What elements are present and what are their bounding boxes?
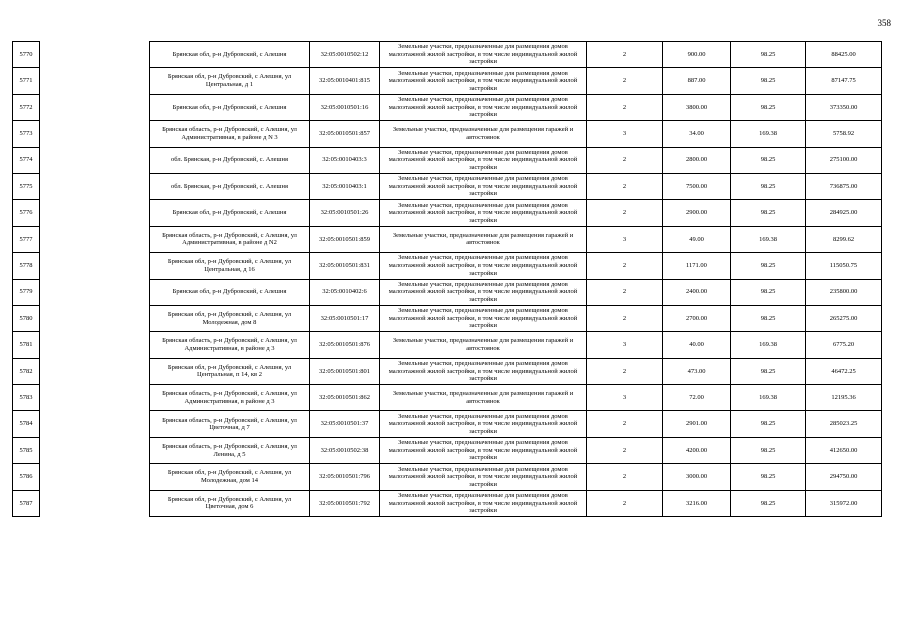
cadastral-value-cell: 88425.00: [806, 42, 882, 68]
land-use-cell: Земельные участки, предназначенные для размещения домов малоэтажной жилой застройки, в том числе индивидуальной жилой застройки: [380, 279, 587, 305]
cadastral-number-cell: 32:05:0010501:801: [310, 358, 380, 384]
cadastral-number-cell: 32:05:0010502:38: [310, 437, 380, 463]
table-row: [13, 437, 882, 463]
cadastral-number-cell: 32:05:0010403:1: [310, 173, 380, 199]
land-use-cell: Земельные участки, предназначенные для размещения домов малоэтажной жилой застройки, в том числе индивидуальной жилой застройки: [380, 490, 587, 516]
cadastral-number-cell: 32:05:0010401:815: [310, 68, 380, 94]
row-number: 5777: [13, 226, 40, 252]
cadastral-number-cell: 32:05:0010501:831: [310, 253, 380, 279]
area-cell: 2901.00: [663, 411, 731, 437]
table-row: [13, 200, 882, 226]
rate-cell: 98.25: [731, 173, 806, 199]
cadastral-value-cell: 46472.25: [806, 358, 882, 384]
gap-cell: [40, 68, 150, 94]
land-use-cell: Земельные участки, предназначенные для размещения гаражей и автостоянок: [380, 385, 587, 411]
address-cell: Брянская обл, р-н Дубровский, с Алешня, ул Цветочная, дом 6: [150, 490, 310, 516]
table-row: [13, 385, 882, 411]
address-cell: Брянская обл, р-н Дубровский, с Алешня: [150, 200, 310, 226]
rate-cell: 98.25: [731, 147, 806, 173]
area-cell: 887.00: [663, 68, 731, 94]
row-number: 5782: [13, 358, 40, 384]
rate-cell: 98.25: [731, 200, 806, 226]
cadastral-value-cell: 736875.00: [806, 173, 882, 199]
land-registry-table: [12, 41, 882, 517]
category-cell: 2: [587, 437, 663, 463]
land-use-cell: Земельные участки, предназначенные для размещения домов малоэтажной жилой застройки, в том числе индивидуальной жилой застройки: [380, 253, 587, 279]
cadastral-value-cell: 294750.00: [806, 464, 882, 490]
category-cell: 2: [587, 490, 663, 516]
category-cell: 2: [587, 68, 663, 94]
address-cell: Брянская область, р-н Дубровский, с Алешня, ул Административная, в районе д 3: [150, 385, 310, 411]
category-cell: 2: [587, 305, 663, 331]
area-cell: 1171.00: [663, 253, 731, 279]
table-row: [13, 147, 882, 173]
land-use-cell: Земельные участки, предназначенные для размещения домов малоэтажной жилой застройки, в том числе индивидуальной жилой застройки: [380, 464, 587, 490]
table-row: [13, 173, 882, 199]
gap-cell: [40, 490, 150, 516]
table-row: [13, 490, 882, 516]
table-row: [13, 42, 882, 68]
cadastral-value-cell: 275100.00: [806, 147, 882, 173]
rate-cell: 98.25: [731, 94, 806, 120]
table-row: [13, 279, 882, 305]
row-number: 5778: [13, 253, 40, 279]
rate-cell: 98.25: [731, 68, 806, 94]
address-cell: Брянская область, р-н Дубровский, с Алешня, ул Административная, в районе д N2: [150, 226, 310, 252]
category-cell: 3: [587, 121, 663, 147]
row-number: 5770: [13, 42, 40, 68]
cadastral-value-cell: 265275.00: [806, 305, 882, 331]
gap-cell: [40, 437, 150, 463]
area-cell: 2700.00: [663, 305, 731, 331]
row-number: 5784: [13, 411, 40, 437]
gap-cell: [40, 226, 150, 252]
cadastral-value-cell: 284925.00: [806, 200, 882, 226]
cadastral-number-cell: 32:05:0010501:16: [310, 94, 380, 120]
address-cell: Брянская обл, р-н Дубровский, с Алешня, ул Центральная, п 14, кв 2: [150, 358, 310, 384]
category-cell: 2: [587, 173, 663, 199]
row-number: 5775: [13, 173, 40, 199]
cadastral-value-cell: 115050.75: [806, 253, 882, 279]
rate-cell: 98.25: [731, 411, 806, 437]
row-number: 5771: [13, 68, 40, 94]
category-cell: 2: [587, 147, 663, 173]
gap-cell: [40, 147, 150, 173]
row-number: 5787: [13, 490, 40, 516]
rate-cell: 98.25: [731, 464, 806, 490]
cadastral-value-cell: 8299.62: [806, 226, 882, 252]
area-cell: 49.00: [663, 226, 731, 252]
gap-cell: [40, 358, 150, 384]
address-cell: Брянская обл, р-н Дубровский, с Алешня: [150, 42, 310, 68]
cadastral-value-cell: 5758.92: [806, 121, 882, 147]
cadastral-number-cell: 32:05:0010402:6: [310, 279, 380, 305]
row-number: 5779: [13, 279, 40, 305]
table-row: [13, 68, 882, 94]
address-cell: Брянская область, р-н Дубровский, с Алешня, ул Ленина, д 5: [150, 437, 310, 463]
cadastral-number-cell: 32:05:0010403:3: [310, 147, 380, 173]
cadastral-number-cell: 32:05:0010501:876: [310, 332, 380, 358]
address-cell: обл. Брянская, р-н Дубровский, с. Алешня: [150, 147, 310, 173]
table-row: [13, 226, 882, 252]
area-cell: 473.00: [663, 358, 731, 384]
row-number: 5786: [13, 464, 40, 490]
row-number: 5773: [13, 121, 40, 147]
row-number: 5780: [13, 305, 40, 331]
gap-cell: [40, 94, 150, 120]
land-use-cell: Земельные участки, предназначенные для размещения домов малоэтажной жилой застройки, в том числе индивидуальной жилой застройки: [380, 305, 587, 331]
land-use-cell: Земельные участки, предназначенные для размещения домов малоэтажной жилой застройки, в том числе индивидуальной жилой застройки: [380, 358, 587, 384]
rate-cell: 169.38: [731, 385, 806, 411]
category-cell: 2: [587, 279, 663, 305]
rate-cell: 169.38: [731, 121, 806, 147]
address-cell: Брянская обл, р-н Дубровский, с Алешня: [150, 279, 310, 305]
gap-cell: [40, 253, 150, 279]
page-number: 358: [877, 18, 891, 28]
rate-cell: 169.38: [731, 226, 806, 252]
rate-cell: 98.25: [731, 358, 806, 384]
area-cell: 3216.00: [663, 490, 731, 516]
cadastral-value-cell: 6775.20: [806, 332, 882, 358]
gap-cell: [40, 411, 150, 437]
category-cell: 2: [587, 42, 663, 68]
gap-cell: [40, 121, 150, 147]
area-cell: 3800.00: [663, 94, 731, 120]
cadastral-value-cell: 87147.75: [806, 68, 882, 94]
gap-cell: [40, 173, 150, 199]
address-cell: Брянская область, р-н Дубровский, с Алешня, ул Административная, в районе д 3: [150, 332, 310, 358]
gap-cell: [40, 332, 150, 358]
land-use-cell: Земельные участки, предназначенные для размещения домов малоэтажной жилой застройки, в том числе индивидуальной жилой застройки: [380, 42, 587, 68]
table-row: [13, 305, 882, 331]
gap-cell: [40, 385, 150, 411]
cadastral-number-cell: 32:05:0010501:796: [310, 464, 380, 490]
land-use-cell: Земельные участки, предназначенные для размещения домов малоэтажной жилой застройки, в том числе индивидуальной жилой застройки: [380, 147, 587, 173]
address-cell: Брянская обл, р-н Дубровский, с Алешня, ул Центральная, д 16: [150, 253, 310, 279]
land-use-cell: Земельные участки, предназначенные для размещения домов малоэтажной жилой застройки, в том числе индивидуальной жилой застройки: [380, 437, 587, 463]
table-row: [13, 358, 882, 384]
land-use-cell: Земельные участки, предназначенные для размещения домов малоэтажной жилой застройки, в том числе индивидуальной жилой застройки: [380, 173, 587, 199]
address-cell: Брянская обл, р-н Дубровский, с Алешня, ул Молодежная, дом 14: [150, 464, 310, 490]
address-cell: Брянская область, р-н Дубровский, с Алешня, ул Цветочная, д 7: [150, 411, 310, 437]
address-cell: Брянская область, р-н Дубровский, с Алешня, ул Административная, в районе д N 3: [150, 121, 310, 147]
table-row: [13, 121, 882, 147]
gap-cell: [40, 279, 150, 305]
table-row: [13, 411, 882, 437]
rate-cell: 98.25: [731, 253, 806, 279]
area-cell: 72.00: [663, 385, 731, 411]
row-number: 5783: [13, 385, 40, 411]
category-cell: 2: [587, 464, 663, 490]
row-number: 5772: [13, 94, 40, 120]
land-use-cell: Земельные участки, предназначенные для размещения домов малоэтажной жилой застройки, в том числе индивидуальной жилой застройки: [380, 200, 587, 226]
category-cell: 2: [587, 94, 663, 120]
table-body: [13, 42, 882, 517]
cadastral-value-cell: 235800.00: [806, 279, 882, 305]
area-cell: 3000.00: [663, 464, 731, 490]
address-cell: Брянская обл, р-н Дубровский, с Алешня, ул Центральная, д 1: [150, 68, 310, 94]
rate-cell: 98.25: [731, 279, 806, 305]
rate-cell: 169.38: [731, 332, 806, 358]
category-cell: 2: [587, 253, 663, 279]
area-cell: 34.00: [663, 121, 731, 147]
category-cell: 3: [587, 332, 663, 358]
address-cell: Брянская обл, р-н Дубровский, с Алешня, ул Молодежная, дом 8: [150, 305, 310, 331]
cadastral-number-cell: 32:05:0010501:792: [310, 490, 380, 516]
row-number: 5776: [13, 200, 40, 226]
gap-cell: [40, 305, 150, 331]
rate-cell: 98.25: [731, 490, 806, 516]
area-cell: 40.00: [663, 332, 731, 358]
cadastral-value-cell: 412650.00: [806, 437, 882, 463]
area-cell: 7500.00: [663, 173, 731, 199]
row-number: 5781: [13, 332, 40, 358]
cadastral-value-cell: 285023.25: [806, 411, 882, 437]
cadastral-number-cell: 32:05:0010501:859: [310, 226, 380, 252]
cadastral-value-cell: 12195.36: [806, 385, 882, 411]
area-cell: 2400.00: [663, 279, 731, 305]
category-cell: 3: [587, 385, 663, 411]
cadastral-number-cell: 32:05:0010501:37: [310, 411, 380, 437]
area-cell: 2900.00: [663, 200, 731, 226]
land-use-cell: Земельные участки, предназначенные для размещения домов малоэтажной жилой застройки, в том числе индивидуальной жилой застройки: [380, 411, 587, 437]
area-cell: 2800.00: [663, 147, 731, 173]
table-row: [13, 94, 882, 120]
table-row: [13, 332, 882, 358]
cadastral-number-cell: 32:05:0010501:26: [310, 200, 380, 226]
category-cell: 2: [587, 411, 663, 437]
category-cell: 3: [587, 226, 663, 252]
cadastral-number-cell: 32:05:0010501:862: [310, 385, 380, 411]
cadastral-number-cell: 32:05:0010502:12: [310, 42, 380, 68]
land-use-cell: Земельные участки, предназначенные для размещения домов малоэтажной жилой застройки, в том числе индивидуальной жилой застройки: [380, 68, 587, 94]
land-use-cell: Земельные участки, предназначенные для размещения гаражей и автостоянок: [380, 332, 587, 358]
rate-cell: 98.25: [731, 42, 806, 68]
rate-cell: 98.25: [731, 305, 806, 331]
land-use-cell: Земельные участки, предназначенные для размещения гаражей и автостоянок: [380, 121, 587, 147]
category-cell: 2: [587, 358, 663, 384]
gap-cell: [40, 200, 150, 226]
cadastral-value-cell: 315972.00: [806, 490, 882, 516]
table-row: [13, 464, 882, 490]
row-number: 5774: [13, 147, 40, 173]
area-cell: 900.00: [663, 42, 731, 68]
row-number: 5785: [13, 437, 40, 463]
address-cell: Брянская обл, р-н Дубровский, с Алешня: [150, 94, 310, 120]
land-use-cell: Земельные участки, предназначенные для размещения гаражей и автостоянок: [380, 226, 587, 252]
land-use-cell: Земельные участки, предназначенные для размещения домов малоэтажной жилой застройки, в том числе индивидуальной жилой застройки: [380, 94, 587, 120]
gap-cell: [40, 42, 150, 68]
address-cell: обл. Брянская, р-н Дубровский, с. Алешня: [150, 173, 310, 199]
cadastral-number-cell: 32:05:0010501:17: [310, 305, 380, 331]
rate-cell: 98.25: [731, 437, 806, 463]
cadastral-value-cell: 373350.00: [806, 94, 882, 120]
area-cell: 4200.00: [663, 437, 731, 463]
table-row: [13, 253, 882, 279]
category-cell: 2: [587, 200, 663, 226]
gap-cell: [40, 464, 150, 490]
cadastral-number-cell: 32:05:0010501:857: [310, 121, 380, 147]
